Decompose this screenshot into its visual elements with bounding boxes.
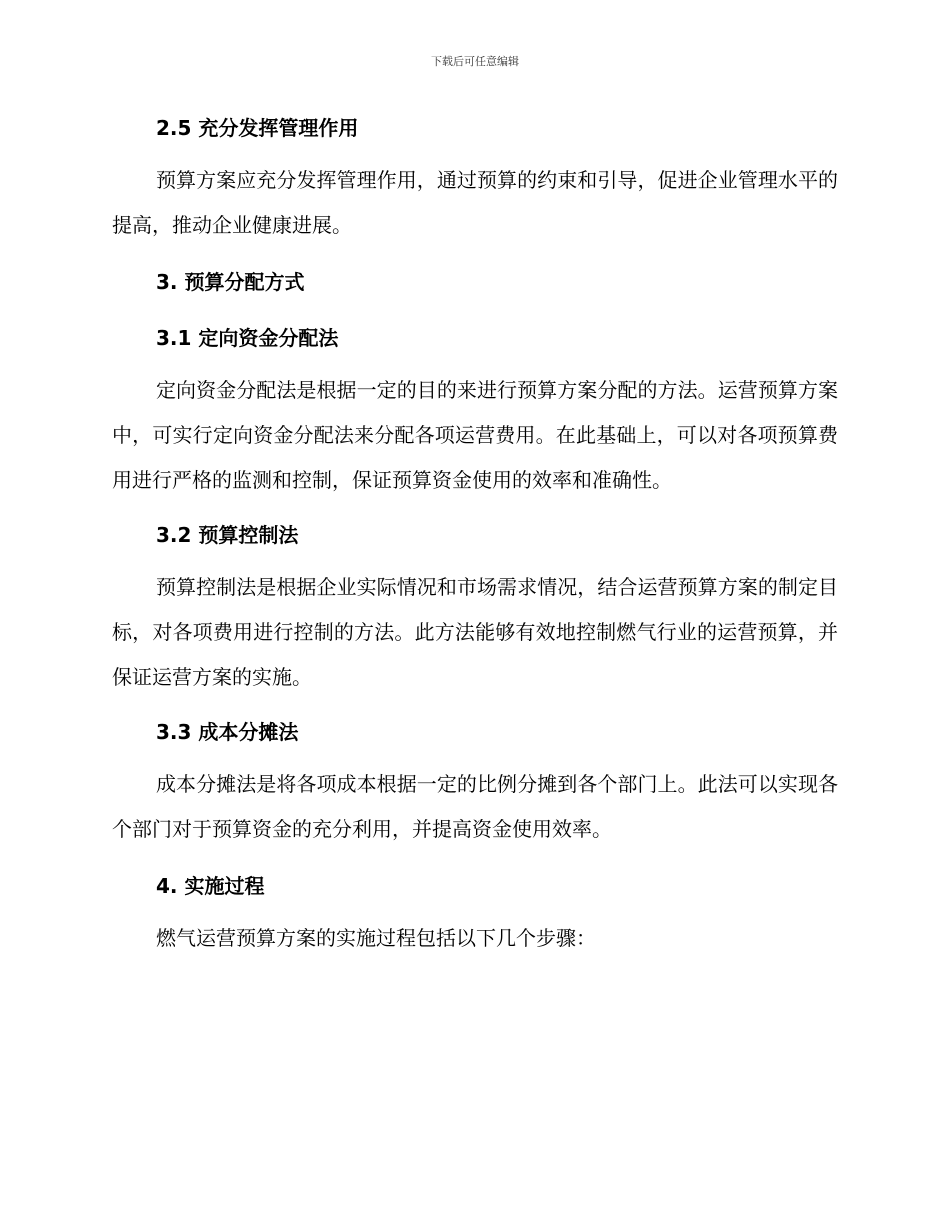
section-heading-3-3: 3.3 成本分摊法 [156, 720, 299, 744]
section-heading-2-5: 2.5 充分发挥管理作用 [156, 116, 359, 140]
section-paragraph-2-5: 预算方案应充分发挥管理作用，通过预算的约束和引导，促进企业管理水平的提高，推动企业健康进展。 [112, 168, 838, 237]
page-header: 下载后可任意编辑 [431, 55, 519, 68]
section-heading-3-2: 3.2 预算控制法 [156, 523, 299, 547]
section-heading-3-1: 3.1 定向资金分配法 [156, 326, 339, 350]
section-paragraph-3-3: 成本分摊法是将各项成本根据一定的比例分摊到各个部门上。此法可以实现各个部门对于预算资金的充分利用，并提高资金使用效率。 [112, 772, 838, 841]
section-heading-4: 4. 实施过程 [156, 874, 265, 898]
document-body [112, 110, 838, 961]
section-paragraph-3-1: 定向资金分配法是根据一定的目的来进行预算方案分配的方法。运营预算方案中，可实行定向资金分配法来分配各项运营费用。在此基础上，可以对各项预算费用进行严格的监测和控制，保证预算资金使用的效率和准确性。 [112, 378, 838, 492]
section-heading-3: 3. 预算分配方式 [156, 270, 305, 294]
section-paragraph-4: 燃气运营预算方案的实施过程包括以下几个步骤： [156, 926, 596, 950]
section-paragraph-3-2: 预算控制法是根据企业实际情况和市场需求情况，结合运营预算方案的制定目标，对各项费用进行控制的方法。此方法能够有效地控制燃气行业的运营预算，并保证运营方案的实施。 [112, 575, 838, 689]
